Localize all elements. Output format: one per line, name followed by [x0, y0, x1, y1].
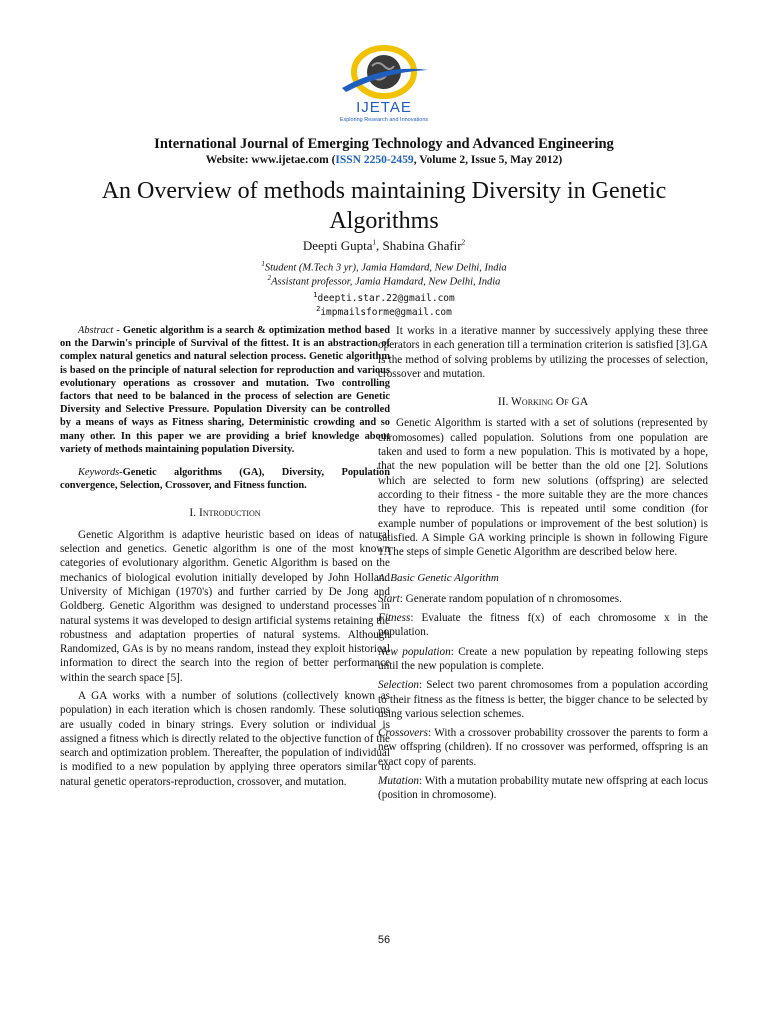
email-2[interactable]	[0, 305, 768, 318]
step-label: Selection	[378, 679, 420, 692]
step-crossovers	[378, 726, 708, 769]
step-text: : Select two parent chromosomes from a population according to their fitness as the fitness is better, the bigger chance to be selected by using various selection schemes.	[378, 679, 708, 720]
author-1-sup: 1	[372, 238, 377, 247]
step-label: Start	[378, 592, 400, 605]
abstract-label: Abstract	[78, 325, 114, 336]
step-label: Mutation	[378, 775, 420, 788]
step-start	[378, 592, 708, 606]
keywords	[60, 466, 390, 492]
affiliation-2	[0, 274, 768, 288]
abstract-text: - Genetic algorithm is a search & optimization method based on the Darwin's principle of Survival of the fittest. It is an abstraction of complex natural genetics and natural selection process. Genetic algorithm is based on the principle of natural selection for reproduction and various evolutionary operations as crossover and mutation. Two controlling factors that need to be balanced in the process of selection are Genetic Diversity and Selective Pressure. Population Diversity can be controlled by a means of ways as Fitness sharing, Deterministic crowding and so many other. In this paper we are providing a brief knowledge about variety of methods maintaining population Diversity.	[60, 325, 390, 455]
author-2-sup: 2	[461, 238, 466, 247]
email-1[interactable]	[0, 291, 768, 304]
step-text: : With a mutation probability mutate new offspring at each locus (position in chromosome).	[378, 775, 708, 802]
step-new-population	[378, 645, 708, 674]
paper-title: An Overview of methods maintaining Diversity in Genetic Algorithms	[101, 178, 667, 234]
affil-1-sup: 1	[261, 260, 265, 268]
left-column	[60, 324, 390, 789]
journal-website	[0, 154, 768, 166]
step-fitness	[378, 611, 708, 640]
abstract	[60, 324, 390, 456]
email-2-sup: 2	[316, 305, 321, 313]
author-2: Shabina Ghafir	[382, 238, 462, 253]
affil-1-text: Student (M.Tech 3 yr), Jamia Hamdard, New Delhi, India	[264, 262, 507, 274]
section-heading-working: II. Working Of GA	[497, 396, 589, 409]
logo-tagline: Exploring Research and Innovations	[339, 117, 429, 123]
working-paragraph: Genetic Algorithm is started with a set of solutions (represented by chromosomes) called population. Solutions from one population are taken and used to form a new population. This is motivated by a hope, that the new population will be better than the old one [2]. Solutions which are selected to form new solutions (offspring) are selected according to their fitness - the more suitable they are the more chances they have to reproduce. This is repeated until some condition (for example number of populations or improvement of the best solution) is satisfied. A Simple GA working principle is shown in following Figure 1.The steps of simple Genetic Algorithm are described below here.	[378, 417, 708, 559]
intro-paragraph-2: A GA works with a number of solutions (collectively known as population) in each iteration which is chosen randomly. These solutions are usually coded in binary strings. Every solution or individual is assigned a fitness which is directly related to the objective function of the search and optimization problem. Thereafter, the population of individual is modified to a new population by applying three operators similar to natural genetic operators-reproduction, crossover, and mutation.	[60, 690, 390, 788]
right-column	[378, 324, 708, 803]
step-label: New population	[378, 645, 451, 658]
section-heading-introduction: I. Introduction	[189, 507, 261, 520]
step-text: : Create a new population by repeating following steps until the new population is complete.	[378, 645, 708, 672]
logo-name: IJETAE	[356, 99, 412, 116]
subsection-heading-basic-ga: A. Basic Genetic Algorithm	[378, 572, 499, 585]
step-text: : Generate random population of n chromosomes.	[399, 592, 622, 605]
author-sep: ,	[376, 238, 383, 253]
email-1-text[interactable]: deepti.star.22@gmail.com	[317, 293, 455, 305]
right-paragraph-1: It works in a iterative manner by successively applying these three operators in each generation till a termination criterion is satisfied [3].GA is the method of solving problems by utilizing the processes of selection, crossover and mutation.	[378, 325, 708, 380]
step-label: Fitness	[378, 612, 411, 625]
step-text: : Evaluate the fitness f(x) of each chromosome x in the population.	[378, 612, 708, 639]
author-1: Deepti Gupta	[302, 238, 373, 253]
email-1-sup: 1	[313, 291, 318, 299]
website-prefix: Website: www.ijetae.com (	[205, 154, 336, 166]
journal-name: International Journal of Emerging Technology and Advanced Engineering	[154, 136, 614, 152]
journal-logo	[332, 44, 436, 124]
keywords-text: Genetic algorithms (GA), Diversity, Population convergence, Selection, Crossover, and Fitness function.	[60, 467, 390, 492]
email-2-text[interactable]: impmailsforme@gmail.com	[320, 307, 452, 319]
affiliation-1	[0, 260, 768, 274]
authors	[0, 238, 768, 254]
page-number: 56	[377, 934, 391, 946]
website-suffix: , Volume 2, Issue 5, May 2012)	[413, 154, 563, 166]
step-text: : With a crossover probability crossover the parents to form a new offspring (children). If no crossover was performed, offspring is an exact copy of parents.	[378, 727, 708, 768]
keywords-label: Keywords-	[78, 467, 123, 479]
intro-paragraph-1: Genetic Algorithm is adaptive heuristic based on ideas of natural selection and genetics. Genetic algorithm is one of the most known categories of evolutionary algorithm. Genetic Algorithm is based on the mechanics of biological evolution initially developed by John Holland University of Michigan (1970's) and further carried by De Jong and Goldberg. Genetic Algorithm was designed to understand processes in natural systems it was developed to design artificial systems retaining the robustness and adaptation properties of natural systems. Although Randomized, GAs is by no means random, instead they exploit historical information to direct the search into the region of better performance within the search space [5].	[60, 528, 390, 684]
step-mutation	[378, 774, 708, 803]
affil-2-sup: 2	[267, 274, 272, 282]
step-selection	[378, 678, 708, 721]
issn-link[interactable]: ISSN 2250-2459	[335, 154, 414, 166]
step-label: Crossovers	[378, 727, 428, 740]
affil-2-text: Assistant professor, Jamia Hamdard, New Delhi, India	[271, 276, 501, 288]
